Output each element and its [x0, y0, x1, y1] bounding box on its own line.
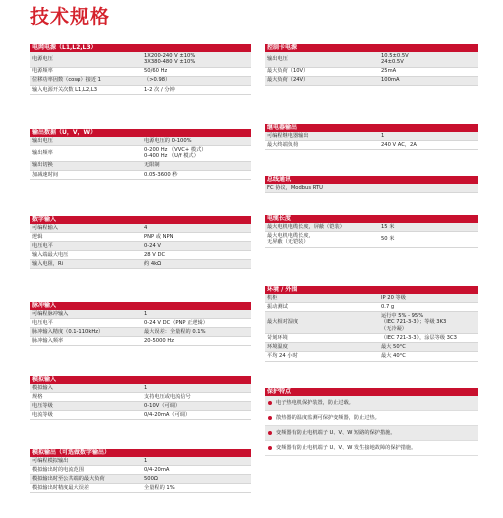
spec-value: 1X200-240 V ±10% 3X380-480 V ±10% — [142, 52, 251, 67]
spec-label: 模拟输出时至公共端的最大负荷 — [30, 475, 142, 484]
spec-label: 可编程输入 — [30, 224, 142, 233]
table-row — [265, 352, 478, 361]
table-row — [30, 146, 251, 162]
spec-value: 28 V DC — [142, 251, 251, 260]
table-row — [30, 67, 251, 76]
spec-table — [265, 52, 478, 86]
table-row — [265, 223, 478, 232]
feature-item — [265, 411, 478, 426]
spec-label: 电压电平 — [30, 319, 142, 328]
feature-item — [265, 426, 478, 441]
table-row — [30, 85, 251, 94]
table-row — [30, 402, 251, 411]
table-row — [30, 393, 251, 402]
section-relay — [265, 124, 478, 150]
section-analog_in — [30, 376, 251, 420]
section-output — [30, 129, 251, 180]
spec-label: FC 协议，Modbus RTU — [265, 184, 379, 193]
spec-value: 25mA — [379, 67, 478, 76]
table-row — [30, 475, 251, 484]
spec-label: 最大相对湿度 — [265, 312, 379, 334]
spec-label: 最大负荷（10V） — [265, 67, 379, 76]
spec-value: 1-2 次 / 分钟 — [142, 85, 251, 94]
spec-table — [30, 310, 251, 346]
spec-label: 输入电源开关次数 L1,L2,L3 — [30, 85, 142, 94]
section-header: 模拟输入 — [30, 376, 251, 384]
spec-value — [379, 184, 478, 193]
spec-value: 0/4-20mA — [142, 466, 251, 475]
table-row — [265, 67, 478, 76]
spec-table — [30, 384, 251, 420]
spec-label: 模拟输入 — [30, 384, 142, 393]
table-row — [265, 343, 478, 352]
spec-label: 最大电机电缆长度， 无屏蔽（无铠装） — [265, 232, 379, 248]
table-row — [265, 294, 478, 303]
section-header: 电网电源（L1,L2,L3） — [30, 44, 251, 52]
spec-label: 环境温度 — [265, 343, 379, 352]
spec-label: 平均 24 小时 — [265, 352, 379, 361]
section-header: 继电器输出 — [265, 124, 478, 132]
spec-value: 50/60 Hz — [142, 67, 251, 76]
section-header: 输出数据（U，V，W） — [30, 129, 251, 137]
spec-value: 0-200 Hz （VVC+ 模式） 0-400 Hz （U/f 模式） — [142, 146, 251, 162]
spec-table — [30, 224, 251, 269]
spec-value: 1 — [379, 132, 478, 141]
spec-label: 输出电压 — [265, 52, 379, 67]
spec-value: 0.7 g — [379, 303, 478, 312]
spec-table — [265, 132, 478, 150]
table-row — [30, 233, 251, 242]
spec-label: 最大负荷（24V） — [265, 76, 379, 85]
spec-value: 1 — [142, 457, 251, 466]
spec-table — [265, 294, 478, 362]
spec-value: 0-10V（可调） — [142, 402, 251, 411]
spec-label: 输出频率 — [30, 146, 142, 162]
section-header: 环境 / 外围 — [265, 286, 478, 294]
spec-value: 4 — [142, 224, 251, 233]
spec-value: （IEC 721-3-3），涂层等级 3C3 — [379, 334, 478, 343]
table-row — [30, 384, 251, 393]
section-control_card — [265, 44, 478, 86]
bullet-icon — [268, 416, 272, 420]
spec-label: 电流等级 — [30, 411, 142, 420]
feature-text: 变频器有防止电机端子 U、V、W 发生接地故障的保护措施。 — [276, 445, 417, 451]
spec-table — [30, 137, 251, 180]
spec-label: 输出切换 — [30, 161, 142, 170]
spec-label: 脉冲输入频率 — [30, 337, 142, 346]
table-row — [30, 224, 251, 233]
section-header: 电缆长度 — [265, 215, 478, 223]
section-env — [265, 286, 478, 362]
section-digital — [30, 216, 251, 269]
table-row — [30, 310, 251, 319]
spec-value: 0-24 V DC（PNP 正逻辑） — [142, 319, 251, 328]
spec-value: 约 4kΩ — [142, 260, 251, 269]
section-header: 控制卡电源 — [265, 44, 478, 52]
spec-value: 1 — [142, 310, 251, 319]
section-pulse — [30, 302, 251, 346]
spec-label: 模拟输出时精度最大误差 — [30, 484, 142, 493]
table-row — [265, 141, 478, 150]
section-header: 数字输入 — [30, 216, 251, 224]
table-row — [30, 466, 251, 475]
table-row — [265, 76, 478, 85]
spec-label: 可编程模拟输出 — [30, 457, 142, 466]
spec-label: 模拟输出时的电流范围 — [30, 466, 142, 475]
spec-value: IP 20 等级 — [379, 294, 478, 303]
spec-label: 最大终端负荷 — [265, 141, 379, 150]
page-title: 技术规格 — [30, 6, 111, 28]
spec-label: 电源频率 — [30, 67, 142, 76]
spec-label: 输出电压 — [30, 137, 142, 146]
spec-label: 电源电压 — [30, 52, 142, 67]
table-row — [30, 260, 251, 269]
spec-value: 50 米 — [379, 232, 478, 248]
spec-value: 最大误差：全量程的 0.1% — [142, 328, 251, 337]
table-row — [265, 232, 478, 248]
section-header: 保护特点 — [265, 388, 478, 396]
spec-label: 脉冲输入精度（0.1-110kHz） — [30, 328, 142, 337]
spec-table — [265, 223, 478, 248]
spec-label: 最大电机电缆长度，屏蔽（铠装） — [265, 223, 379, 232]
spec-label: 逻辑 — [30, 233, 142, 242]
spec-value: 500Ω — [142, 475, 251, 484]
section-header: 脉冲输入 — [30, 302, 251, 310]
section-analog_out — [30, 449, 251, 493]
spec-label: 规格 — [30, 393, 142, 402]
table-row — [265, 312, 478, 334]
section-header: 模拟输出（可选做数字输出） — [30, 449, 251, 457]
section-header: 总线通讯 — [265, 176, 478, 184]
table-row — [265, 184, 478, 193]
feature-text: 电子热电机保护装置，防止过载。 — [276, 400, 354, 406]
section-power — [30, 44, 251, 95]
spec-value: 0/4-20mA（可调） — [142, 411, 251, 420]
spec-table — [265, 184, 478, 193]
table-row — [30, 328, 251, 337]
feature-text: 散热器的温度监测可保护变频器，防止过热。 — [276, 415, 380, 421]
section-protection — [265, 388, 478, 456]
spec-value: 无限制 — [142, 161, 251, 170]
table-row — [30, 137, 251, 146]
spec-label: 电压等级 — [30, 402, 142, 411]
table-row — [265, 334, 478, 343]
spec-value: 15 米 — [379, 223, 478, 232]
spec-table — [30, 457, 251, 493]
feature-item — [265, 441, 478, 456]
spec-value: （>0.98） — [142, 76, 251, 85]
spec-label: 振动测试 — [265, 303, 379, 312]
spec-value: 最大 50°C — [379, 343, 478, 352]
spec-value: 100mA — [379, 76, 478, 85]
spec-value: 240 V AC，2A — [379, 141, 478, 150]
spec-value: 电源电压的 0-100% — [142, 137, 251, 146]
table-row — [30, 161, 251, 170]
spec-label: 电压电平 — [30, 242, 142, 251]
spec-label: 加减速时间 — [30, 170, 142, 179]
table-row — [30, 76, 251, 85]
bullet-icon — [268, 431, 272, 435]
table-row — [30, 251, 251, 260]
spec-value: 0.05-3600 秒 — [142, 170, 251, 179]
table-row — [265, 52, 478, 67]
spec-label: 可编程脉冲输入 — [30, 310, 142, 319]
spec-table — [30, 52, 251, 95]
table-row — [30, 170, 251, 179]
spec-value: PNP 或 NPN — [142, 233, 251, 242]
spec-value: 0-24 V — [142, 242, 251, 251]
bullet-icon — [268, 446, 272, 450]
bullet-icon — [268, 401, 272, 405]
spec-label: 输入电阻，Ri — [30, 260, 142, 269]
spec-label: 可编程继电器输出 — [265, 132, 379, 141]
table-row — [30, 411, 251, 420]
spec-label: 输入端最大电压 — [30, 251, 142, 260]
spec-label: 机柜 — [265, 294, 379, 303]
spec-label: 苛刻环境 — [265, 334, 379, 343]
feature-item — [265, 396, 478, 411]
section-cable — [265, 215, 478, 248]
spec-value: 全量程的 1% — [142, 484, 251, 493]
feature-text: 变频器有防止电机端子 U、V、W 短路的保护措施。 — [276, 430, 396, 436]
table-row — [30, 337, 251, 346]
table-row — [30, 52, 251, 67]
section-comm — [265, 176, 478, 193]
spec-value: 支持电压或电流信号 — [142, 393, 251, 402]
spec-value: 20-5000 Hz — [142, 337, 251, 346]
spec-value: 1 — [142, 384, 251, 393]
spec-value: 最大 40°C — [379, 352, 478, 361]
spec-value: 运行中 5% - 95% （IEC 721-3-3）；等级 3K3 （无冷凝） — [379, 312, 478, 334]
table-row — [30, 242, 251, 251]
table-row — [30, 457, 251, 466]
table-row — [265, 132, 478, 141]
spec-value: 10.5±0.5V 24±0.5V — [379, 52, 478, 67]
table-row — [30, 319, 251, 328]
table-row — [30, 484, 251, 493]
spec-label: 位移功率因数（cosφ）接近 1 — [30, 76, 142, 85]
table-row — [265, 303, 478, 312]
